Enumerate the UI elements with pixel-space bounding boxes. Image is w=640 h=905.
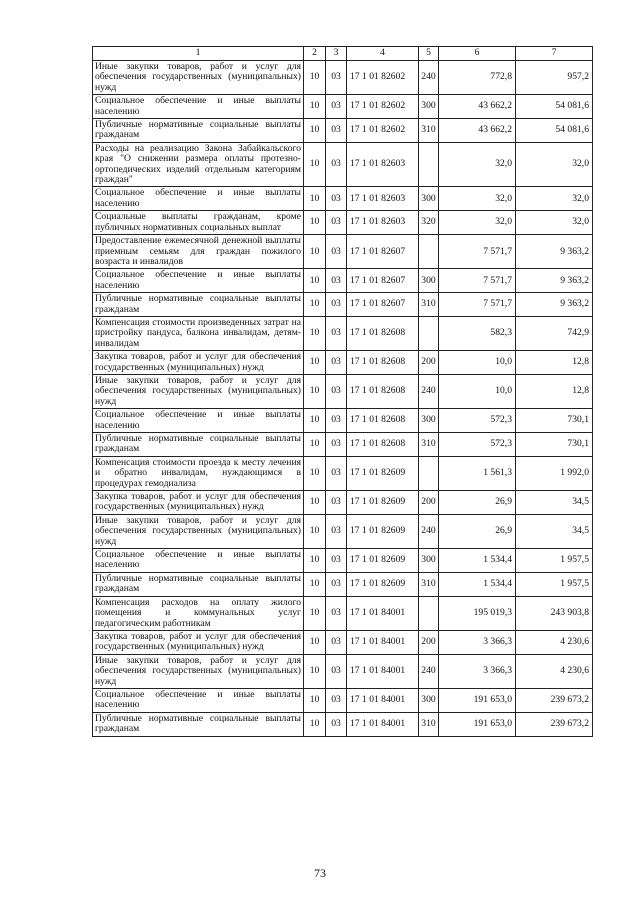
section-code-cell: 10 [304, 235, 326, 269]
amount-year2-cell: 4 230,6 [516, 654, 593, 688]
expense-type-cell [419, 596, 439, 630]
expense-type-cell: 310 [419, 712, 439, 736]
amount-year2-cell: 34,5 [516, 514, 593, 548]
subsection-code-cell: 03 [326, 549, 347, 573]
amount-year1-cell: 32,0 [439, 142, 516, 187]
section-code-cell: 10 [304, 61, 326, 95]
table-row [93, 95, 593, 119]
amount-year1-cell: 7 571,7 [439, 235, 516, 269]
target-article-cell: 17 1 01 82609 [347, 572, 419, 596]
item-name-cell: Предоставление ежемесячной денежной выплаты приемным семьям для граждан пожилого возраста и инвалидов [93, 235, 304, 269]
item-name-cell: Компенсация стоимости проезда к месту лечения и обратно инвалидам, нуждающимся в процедурах гемодиализа [93, 456, 304, 490]
expense-type-cell [419, 316, 439, 350]
subsection-code-cell: 03 [326, 712, 347, 736]
amount-year1-cell: 1 534,4 [439, 572, 516, 596]
target-article-cell: 17 1 01 82608 [347, 433, 419, 457]
amount-year1-cell: 7 571,7 [439, 269, 516, 293]
target-article-cell: 17 1 01 84001 [347, 712, 419, 736]
section-code-cell: 10 [304, 316, 326, 350]
subsection-code-cell: 03 [326, 351, 347, 375]
target-article-cell: 17 1 01 82607 [347, 293, 419, 317]
table-row [93, 269, 593, 293]
amount-year2-cell: 54 081,6 [516, 119, 593, 143]
item-name-cell: Публичные нормативные социальные выплаты гражданам [93, 572, 304, 596]
item-name-cell: Социальное обеспечение и иные выплаты населению [93, 688, 304, 712]
item-name-cell: Публичные нормативные социальные выплаты гражданам [93, 119, 304, 143]
target-article-cell: 17 1 01 84001 [347, 596, 419, 630]
expense-type-cell: 300 [419, 549, 439, 573]
table-row [93, 630, 593, 654]
section-code-cell: 10 [304, 409, 326, 433]
table-row [93, 712, 593, 736]
section-code-cell: 10 [304, 596, 326, 630]
subsection-code-cell: 03 [326, 630, 347, 654]
amount-year1-cell: 1 534,4 [439, 549, 516, 573]
expense-type-cell [419, 142, 439, 187]
table-row [93, 142, 593, 187]
target-article-cell: 17 1 01 82608 [347, 316, 419, 350]
table-row [93, 235, 593, 269]
expense-type-cell: 300 [419, 95, 439, 119]
item-name-cell: Закупка товаров, работ и услуг для обеспечения государственных (муниципальных) нужд [93, 491, 304, 515]
expense-type-cell: 300 [419, 688, 439, 712]
expense-type-cell: 240 [419, 61, 439, 95]
item-name-cell: Компенсация расходов на оплату жилого помещения и коммунальных услуг педагогическим работникам [93, 596, 304, 630]
target-article-cell: 17 1 01 82602 [347, 95, 419, 119]
amount-year1-cell: 7 571,7 [439, 293, 516, 317]
section-code-cell: 10 [304, 654, 326, 688]
subsection-code-cell: 03 [326, 293, 347, 317]
subsection-code-cell: 03 [326, 688, 347, 712]
section-code-cell: 10 [304, 572, 326, 596]
amount-year1-cell: 32,0 [439, 187, 516, 211]
amount-year2-cell: 12,8 [516, 374, 593, 408]
table-row [93, 514, 593, 548]
subsection-code-cell: 03 [326, 456, 347, 490]
section-code-cell: 10 [304, 269, 326, 293]
amount-year1-cell: 191 653,0 [439, 688, 516, 712]
subsection-code-cell: 03 [326, 596, 347, 630]
table-row [93, 351, 593, 375]
expense-type-cell [419, 456, 439, 490]
target-article-cell: 17 1 01 82602 [347, 119, 419, 143]
table-row [93, 572, 593, 596]
subsection-code-cell: 03 [326, 514, 347, 548]
amount-year2-cell: 957,2 [516, 61, 593, 95]
table-row [93, 456, 593, 490]
expense-type-cell: 240 [419, 654, 439, 688]
item-name-cell: Расходы на реализацию Закона Забайкальского края "О снижении размера оплаты протезно-ортопедических изделий отдельным категориям граждан" [93, 142, 304, 187]
section-code-cell: 10 [304, 119, 326, 143]
amount-year1-cell: 26,9 [439, 514, 516, 548]
expense-type-cell: 200 [419, 351, 439, 375]
column-header: 2 [304, 47, 326, 61]
target-article-cell: 17 1 01 82608 [347, 351, 419, 375]
table-row [93, 374, 593, 408]
item-name-cell: Социальное обеспечение и иные выплаты населению [93, 409, 304, 433]
subsection-code-cell: 03 [326, 654, 347, 688]
target-article-cell: 17 1 01 82603 [347, 187, 419, 211]
target-article-cell: 17 1 01 82608 [347, 409, 419, 433]
section-code-cell: 10 [304, 549, 326, 573]
target-article-cell: 17 1 01 82602 [347, 61, 419, 95]
section-code-cell: 10 [304, 351, 326, 375]
table-row [93, 491, 593, 515]
item-name-cell: Иные закупки товаров, работ и услуг для обеспечения государственных (муниципальных) нужд [93, 61, 304, 95]
expense-type-cell: 240 [419, 514, 439, 548]
section-code-cell: 10 [304, 433, 326, 457]
section-code-cell: 10 [304, 456, 326, 490]
section-code-cell: 10 [304, 688, 326, 712]
column-header: 7 [516, 47, 593, 61]
target-article-cell: 17 1 01 84001 [347, 654, 419, 688]
amount-year2-cell: 243 903,8 [516, 596, 593, 630]
item-name-cell: Закупка товаров, работ и услуг для обеспечения государственных (муниципальных) нужд [93, 351, 304, 375]
section-code-cell: 10 [304, 630, 326, 654]
subsection-code-cell: 03 [326, 61, 347, 95]
item-name-cell: Социальное обеспечение и иные выплаты населению [93, 549, 304, 573]
table-row [93, 654, 593, 688]
table-body [93, 47, 593, 737]
document-page [92, 46, 592, 737]
page-number: 73 [314, 866, 326, 880]
item-name-cell: Публичные нормативные социальные выплаты гражданам [93, 712, 304, 736]
subsection-code-cell: 03 [326, 433, 347, 457]
subsection-code-cell: 03 [326, 316, 347, 350]
amount-year2-cell: 32,0 [516, 142, 593, 187]
expense-type-cell: 320 [419, 211, 439, 235]
amount-year2-cell: 730,1 [516, 409, 593, 433]
table-row [93, 596, 593, 630]
item-name-cell: Иные закупки товаров, работ и услуг для обеспечения государственных (муниципальных) нужд [93, 514, 304, 548]
amount-year2-cell: 34,5 [516, 491, 593, 515]
expense-type-cell: 200 [419, 491, 439, 515]
column-header: 6 [439, 47, 516, 61]
expense-type-cell: 300 [419, 409, 439, 433]
amount-year1-cell: 772,8 [439, 61, 516, 95]
amount-year2-cell: 32,0 [516, 187, 593, 211]
amount-year1-cell: 3 366,3 [439, 654, 516, 688]
amount-year2-cell: 1 957,5 [516, 572, 593, 596]
subsection-code-cell: 03 [326, 142, 347, 187]
subsection-code-cell: 03 [326, 211, 347, 235]
item-name-cell: Закупка товаров, работ и услуг для обеспечения государственных (муниципальных) нужд [93, 630, 304, 654]
subsection-code-cell: 03 [326, 409, 347, 433]
table-row [93, 409, 593, 433]
target-article-cell: 17 1 01 84001 [347, 688, 419, 712]
amount-year2-cell: 239 673,2 [516, 712, 593, 736]
item-name-cell: Публичные нормативные социальные выплаты гражданам [93, 433, 304, 457]
item-name-cell: Социальные выплаты гражданам, кроме публичных нормативных социальных выплат [93, 211, 304, 235]
target-article-cell: 17 1 01 82608 [347, 374, 419, 408]
table-row [93, 433, 593, 457]
amount-year1-cell: 3 366,3 [439, 630, 516, 654]
target-article-cell: 17 1 01 82603 [347, 142, 419, 187]
target-article-cell: 17 1 01 82603 [347, 211, 419, 235]
header-row [93, 47, 593, 61]
amount-year2-cell: 1 957,5 [516, 549, 593, 573]
amount-year1-cell: 32,0 [439, 211, 516, 235]
item-name-cell: Социальное обеспечение и иные выплаты населению [93, 269, 304, 293]
amount-year2-cell: 12,8 [516, 351, 593, 375]
column-header: 1 [93, 47, 304, 61]
amount-year1-cell: 191 653,0 [439, 712, 516, 736]
table-row [93, 293, 593, 317]
column-header: 5 [419, 47, 439, 61]
item-name-cell: Иные закупки товаров, работ и услуг для обеспечения государственных (муниципальных) нужд [93, 654, 304, 688]
expense-type-cell: 310 [419, 293, 439, 317]
section-code-cell: 10 [304, 514, 326, 548]
item-name-cell: Компенсация стоимости произведенных затрат на пристройку пандуса, балкона инвалидам, детям-инвалидам [93, 316, 304, 350]
subsection-code-cell: 03 [326, 374, 347, 408]
amount-year1-cell: 1 561,3 [439, 456, 516, 490]
expense-type-cell: 240 [419, 374, 439, 408]
amount-year1-cell: 43 662,2 [439, 119, 516, 143]
amount-year2-cell: 32,0 [516, 211, 593, 235]
column-header: 4 [347, 47, 419, 61]
section-code-cell: 10 [304, 142, 326, 187]
table-row [93, 688, 593, 712]
target-article-cell: 17 1 01 82609 [347, 549, 419, 573]
expense-type-cell: 300 [419, 269, 439, 293]
subsection-code-cell: 03 [326, 119, 347, 143]
table-row [93, 316, 593, 350]
target-article-cell: 17 1 01 82609 [347, 456, 419, 490]
column-header: 3 [326, 47, 347, 61]
table-row [93, 549, 593, 573]
amount-year2-cell: 54 081,6 [516, 95, 593, 119]
section-code-cell: 10 [304, 211, 326, 235]
subsection-code-cell: 03 [326, 269, 347, 293]
table-row [93, 61, 593, 95]
item-name-cell: Публичные нормативные социальные выплаты гражданам [93, 293, 304, 317]
target-article-cell: 17 1 01 82609 [347, 514, 419, 548]
subsection-code-cell: 03 [326, 95, 347, 119]
expense-type-cell: 310 [419, 572, 439, 596]
subsection-code-cell: 03 [326, 572, 347, 596]
amount-year1-cell: 572,3 [439, 433, 516, 457]
amount-year2-cell: 9 363,2 [516, 269, 593, 293]
amount-year1-cell: 10,0 [439, 374, 516, 408]
subsection-code-cell: 03 [326, 491, 347, 515]
section-code-cell: 10 [304, 293, 326, 317]
budget-table [92, 46, 593, 737]
table-row [93, 187, 593, 211]
expense-type-cell [419, 235, 439, 269]
section-code-cell: 10 [304, 95, 326, 119]
amount-year2-cell: 4 230,6 [516, 630, 593, 654]
amount-year2-cell: 730,1 [516, 433, 593, 457]
table-row [93, 119, 593, 143]
amount-year2-cell: 9 363,2 [516, 293, 593, 317]
expense-type-cell: 300 [419, 187, 439, 211]
section-code-cell: 10 [304, 374, 326, 408]
amount-year2-cell: 239 673,2 [516, 688, 593, 712]
expense-type-cell: 310 [419, 119, 439, 143]
amount-year1-cell: 10,0 [439, 351, 516, 375]
amount-year1-cell: 43 662,2 [439, 95, 516, 119]
expense-type-cell: 200 [419, 630, 439, 654]
amount-year2-cell: 1 992,0 [516, 456, 593, 490]
target-article-cell: 17 1 01 82607 [347, 235, 419, 269]
subsection-code-cell: 03 [326, 187, 347, 211]
expense-type-cell: 310 [419, 433, 439, 457]
amount-year1-cell: 195 019,3 [439, 596, 516, 630]
table-row [93, 211, 593, 235]
amount-year2-cell: 742,9 [516, 316, 593, 350]
item-name-cell: Иные закупки товаров, работ и услуг для обеспечения государственных (муниципальных) нужд [93, 374, 304, 408]
amount-year1-cell: 582,3 [439, 316, 516, 350]
item-name-cell: Социальное обеспечение и иные выплаты населению [93, 187, 304, 211]
amount-year1-cell: 572,3 [439, 409, 516, 433]
subsection-code-cell: 03 [326, 235, 347, 269]
amount-year2-cell: 9 363,2 [516, 235, 593, 269]
amount-year1-cell: 26,9 [439, 491, 516, 515]
section-code-cell: 10 [304, 491, 326, 515]
section-code-cell: 10 [304, 187, 326, 211]
target-article-cell: 17 1 01 84001 [347, 630, 419, 654]
item-name-cell: Социальное обеспечение и иные выплаты населению [93, 95, 304, 119]
target-article-cell: 17 1 01 82609 [347, 491, 419, 515]
target-article-cell: 17 1 01 82607 [347, 269, 419, 293]
section-code-cell: 10 [304, 712, 326, 736]
